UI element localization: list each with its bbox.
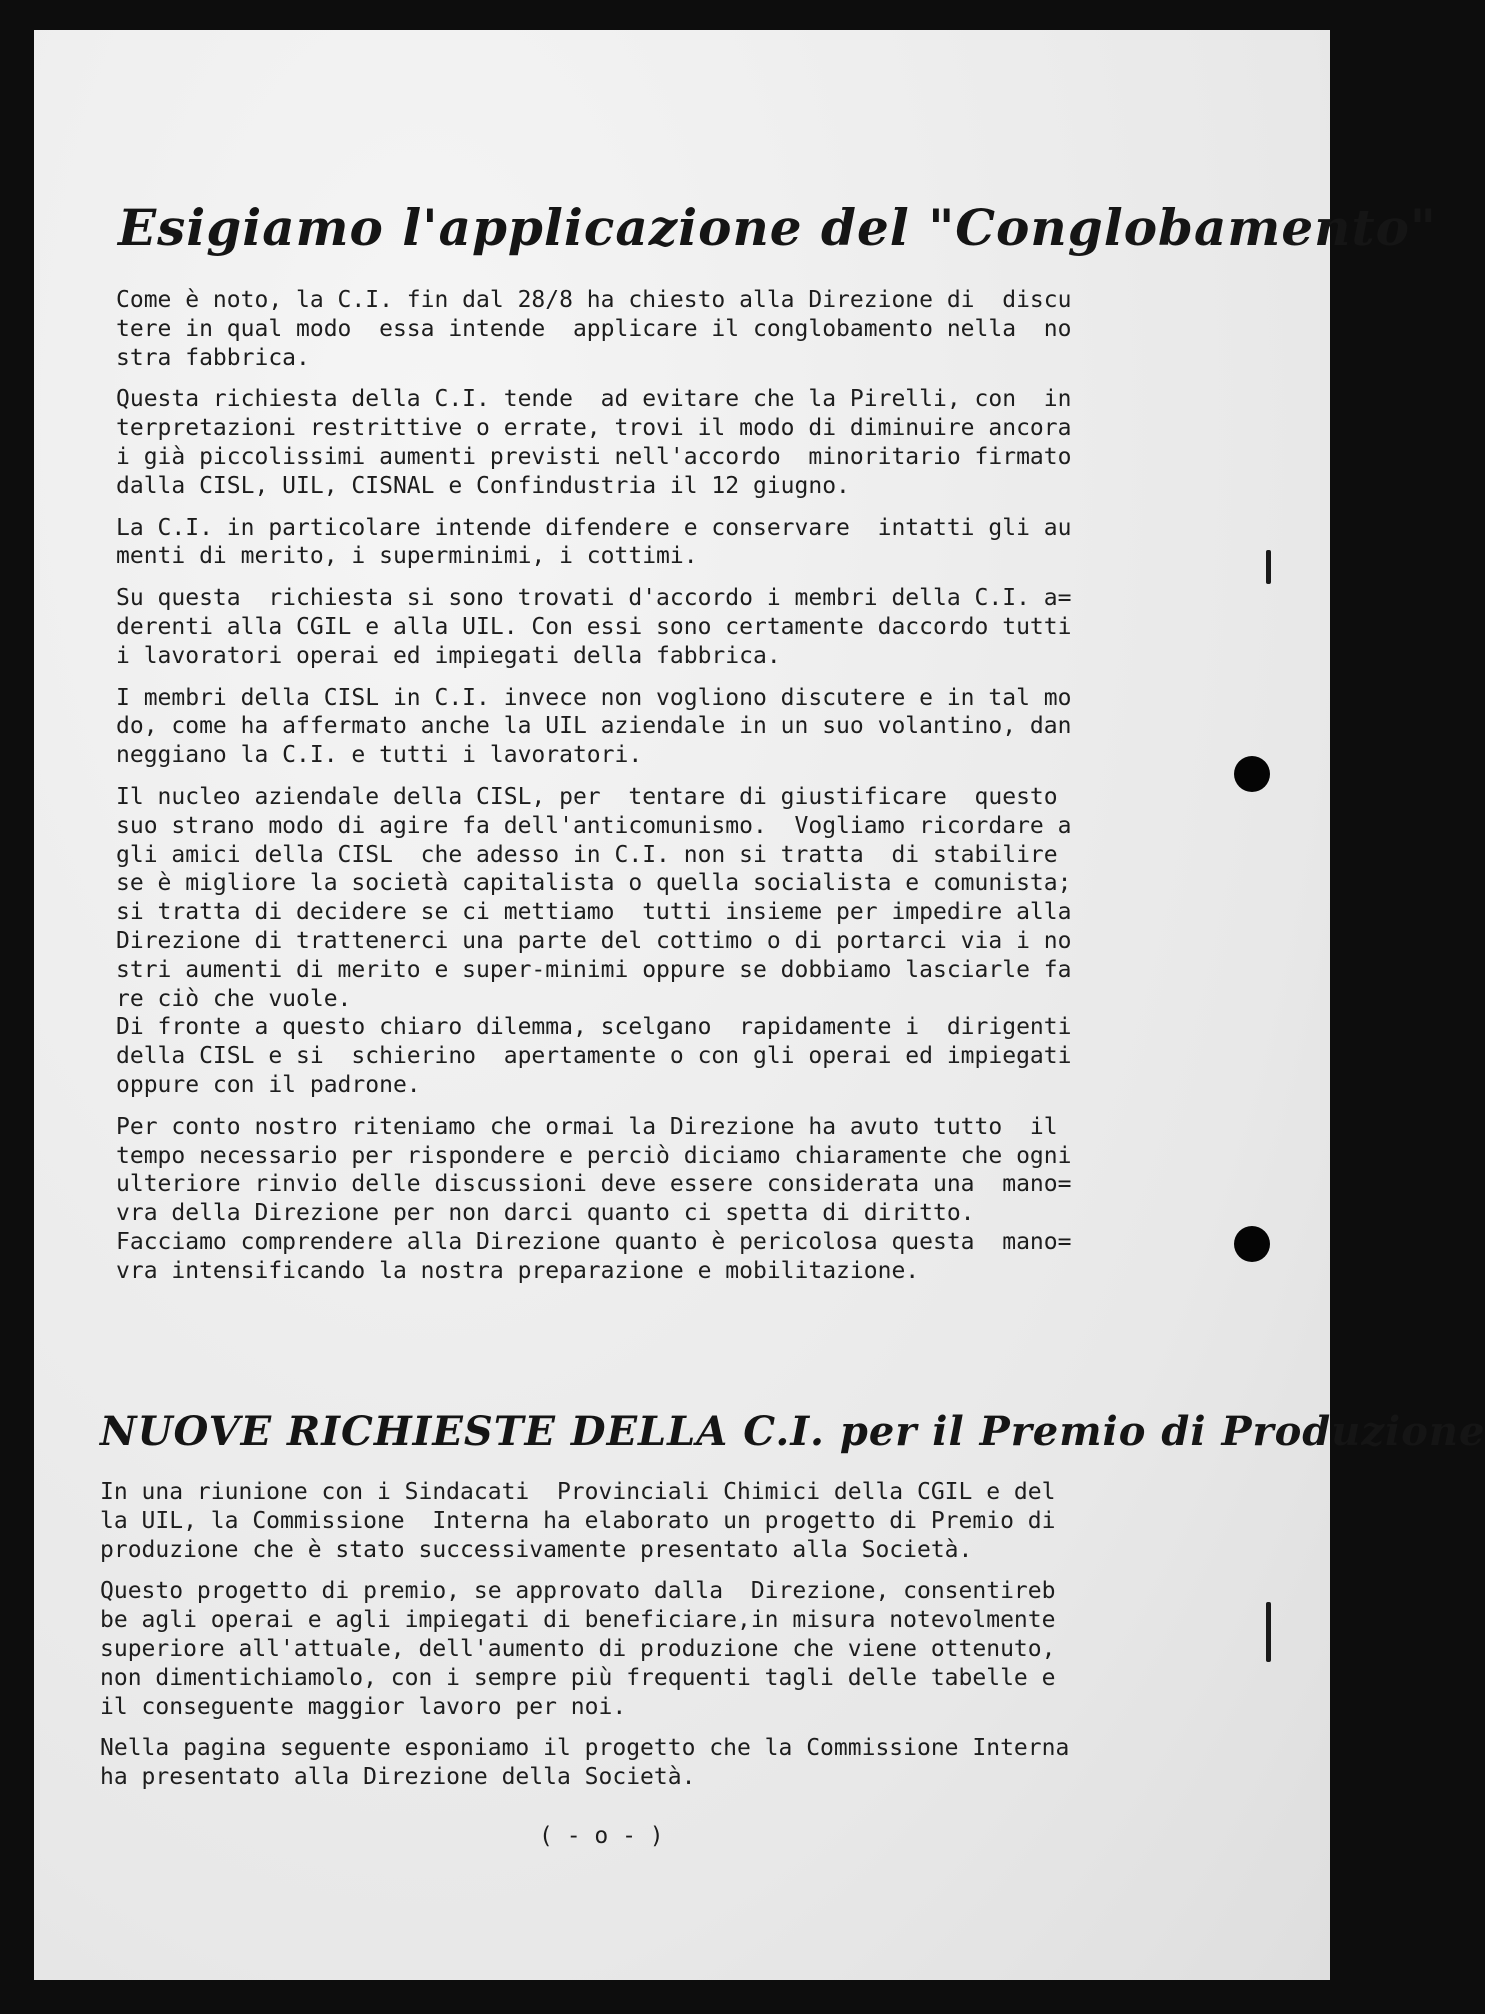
text-line: Questa richiesta della C.I. tende ad evitare che la Pirelli, con in [116,386,1072,413]
paragraph [116,684,1246,770]
text-line: Di fronte a questo chiaro dilemma, scelgano rapidamente i dirigenti [116,1014,1072,1041]
text-line: In una riunione con i Sindacati Provinciali Chimici della CGIL e del [100,1479,1056,1505]
text-line: ulteriore rinvio delle discussioni deve essere considerata una mano= [116,1171,1072,1198]
text-line: I membri della CISL in C.I. invece non vogliono discutere e in tal mo [116,684,1072,711]
paragraph [116,286,1246,372]
text-line: tere in qual modo essa intende applicare il conglobamento nella no [116,315,1072,342]
end-mark: ( - o - ) [539,1823,664,1849]
text-line: stri aumenti di merito e super-minimi oppure se dobbiamo lasciarle fa [116,956,1072,983]
paragraph [100,1577,1250,1721]
text-line: be agli operai e agli impiegati di beneficiare,in misura notevolmente [100,1607,1056,1634]
paragraph [116,514,1246,572]
punch-hole [1234,1226,1270,1262]
paragraph [100,1734,1250,1792]
text-line: vra della Direzione per non darci quanto ci spetta di diritto. [116,1200,975,1227]
text-line: vra intensificando la nostra preparazione e mobilitazione. [116,1257,920,1284]
text-line: gli amici della CISL che adesso in C.I. non si tratta di stabilire [116,841,1058,868]
text-line: derenti alla CGIL e alla UIL. Con essi sono certamente daccordo tutti [116,613,1072,640]
text-line: se è migliore la società capitalista o quella socialista e comunista; [116,870,1072,897]
text-line: la UIL, la Commissione Interna ha elaborato un progetto di Premio di [100,1507,1056,1534]
text-line: il conseguente maggior lavoro per noi. [100,1693,627,1720]
text-line: produzione che è stato successivamente presentato alla Società. [100,1536,973,1563]
text-line: stra fabbrica. [116,344,310,371]
text-line: menti di merito, i superminimi, i cottimi. [116,543,698,570]
text-line: Su questa richiesta si sono trovati d'accordo i membri della C.I. a= [116,585,1072,612]
text-line: Facciamo comprendere alla Direzione quanto è pericolosa questa mano= [116,1228,1072,1255]
section-premio-produzione [100,1478,1250,1805]
text-line: superiore all'attuale, dell'aumento di produzione che viene ottenuto, [100,1635,1056,1662]
text-line: non dimentichiamolo, con i sempre più frequenti tagli delle tabelle e [100,1664,1056,1691]
text-line: ha presentato alla Direzione della Società. [100,1764,696,1791]
text-line: Per conto nostro riteniamo che ormai la Direzione ha avuto tutto il [116,1113,1058,1140]
text-line: i lavoratori operai ed impiegati della fabbrica. [116,642,781,669]
text-line: si tratta di decidere se ci mettiamo tutti insieme per impedire alla [116,899,1072,926]
paragraph [116,783,1246,1100]
paragraph [100,1478,1250,1564]
text-line: Come è noto, la C.I. fin dal 28/8 ha chiesto alla Direzione di discu [116,287,1072,313]
text-line: Nella pagina seguente esponiamo il progetto che la Commissione Interna [100,1735,1070,1762]
edge-mark [1266,550,1271,584]
text-line: neggiano la C.I. e tutti i lavoratori. [116,742,643,769]
text-line: Questo progetto di premio, se approvato dalla Direzione, consentireb [100,1578,1056,1605]
heading-premio-produzione: NUOVE RICHIESTE DELLA C.I. per il Premio di Produzione [100,1408,1485,1455]
edge-mark [1266,1602,1271,1662]
text-line: La C.I. in particolare intende difendere e conservare intatti gli au [116,514,1072,541]
text-line: Il nucleo aziendale della CISL, per tentare di giustificare questo [116,783,1058,810]
document-page [34,30,1485,1980]
text-line: suo strano modo di agire fa dell'anticomunismo. Vogliamo ricordare a [116,812,1072,839]
heading-conglobamento: Esigiamo l'applicazione del "Conglobamento" [118,198,1437,257]
text-line: tempo necessario per rispondere e perciò diciamo chiaramente che ogni [116,1142,1072,1169]
text-line: Direzione di trattenerci una parte del cottimo o di portarci via i no [116,927,1072,954]
text-line: re ciò che vuole. [116,985,352,1012]
text-line: della CISL e si schierino apertamente o con gli operai ed impiegati [116,1043,1072,1070]
section-conglobamento [116,286,1246,1299]
paragraph [116,584,1246,670]
text-line: do, come ha affermato anche la UIL aziendale in un suo volantino, dan [116,713,1072,740]
punch-hole [1234,756,1270,792]
text-line: dalla CISL, UIL, CISNAL e Confindustria il 12 giugno. [116,472,850,499]
paragraph [116,385,1246,500]
paragraph [116,1113,1246,1286]
text-line: i già piccolissimi aumenti previsti nell'accordo minoritario firmato [116,443,1072,470]
text-line: oppure con il padrone. [116,1071,421,1098]
text-line: terpretazioni restrittive o errate, trovi il modo di diminuire ancora [116,415,1072,442]
